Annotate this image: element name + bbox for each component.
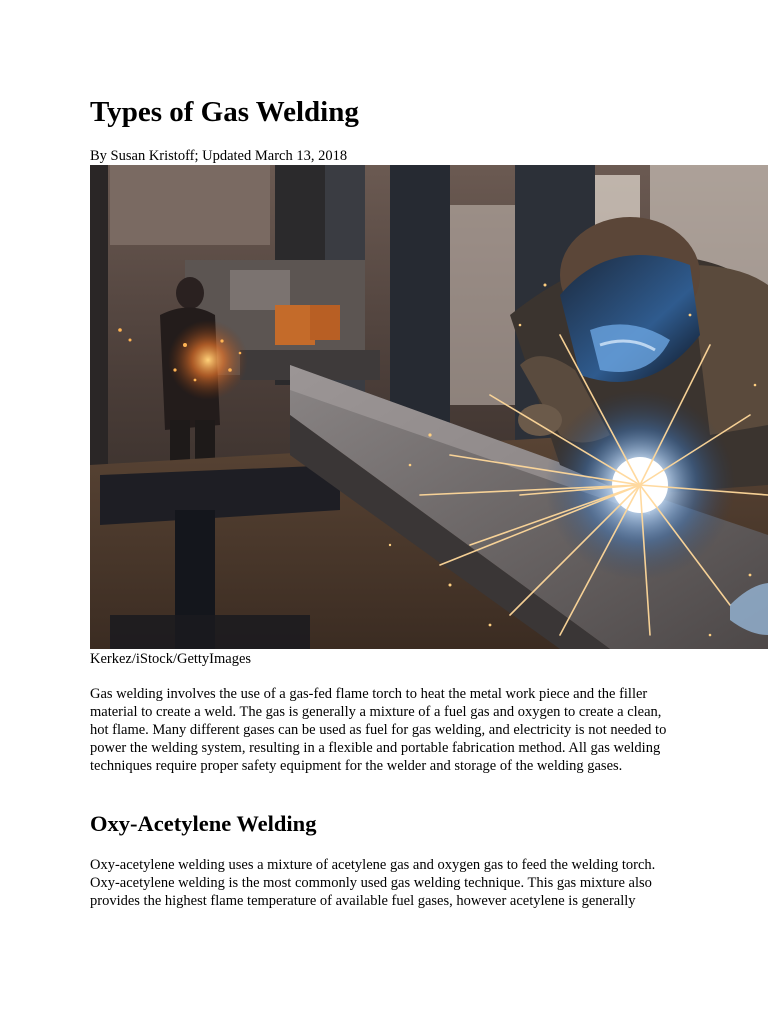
section-paragraph: Oxy-acetylene welding uses a mixture of acetylene gas and oxygen gas to feed the welding torch. Oxy-acetylene welding is the most commonly used gas welding technique. This gas mixture also provides the highest flame temperature of available fuel gases, however acetylene is generally <box>90 857 656 909</box>
hero-image <box>90 165 768 649</box>
image-credit: Kerkez/iStock/GettyImages <box>90 651 252 667</box>
welding-photo <box>90 165 768 649</box>
article-title: Types of Gas Welding <box>90 96 359 128</box>
article-byline: By Susan Kristoff; Updated March 13, 2018 <box>90 148 348 164</box>
intro-paragraph: Gas welding involves the use of a gas-fed flame torch to heat the metal work piece and the filler material to create a weld. The gas is generally a mixture of a fuel gas and oxygen to create a clean, hot flame. Many different gases can be used as fuel for gas welding, and electricity is not needed to power the welding system, resulting in a flexible and portable fabrication method. All gas welding techniques require proper safety equipment for the welder and storage of the welding gases. <box>90 686 667 774</box>
section-heading: Oxy-Acetylene Welding <box>90 811 317 836</box>
